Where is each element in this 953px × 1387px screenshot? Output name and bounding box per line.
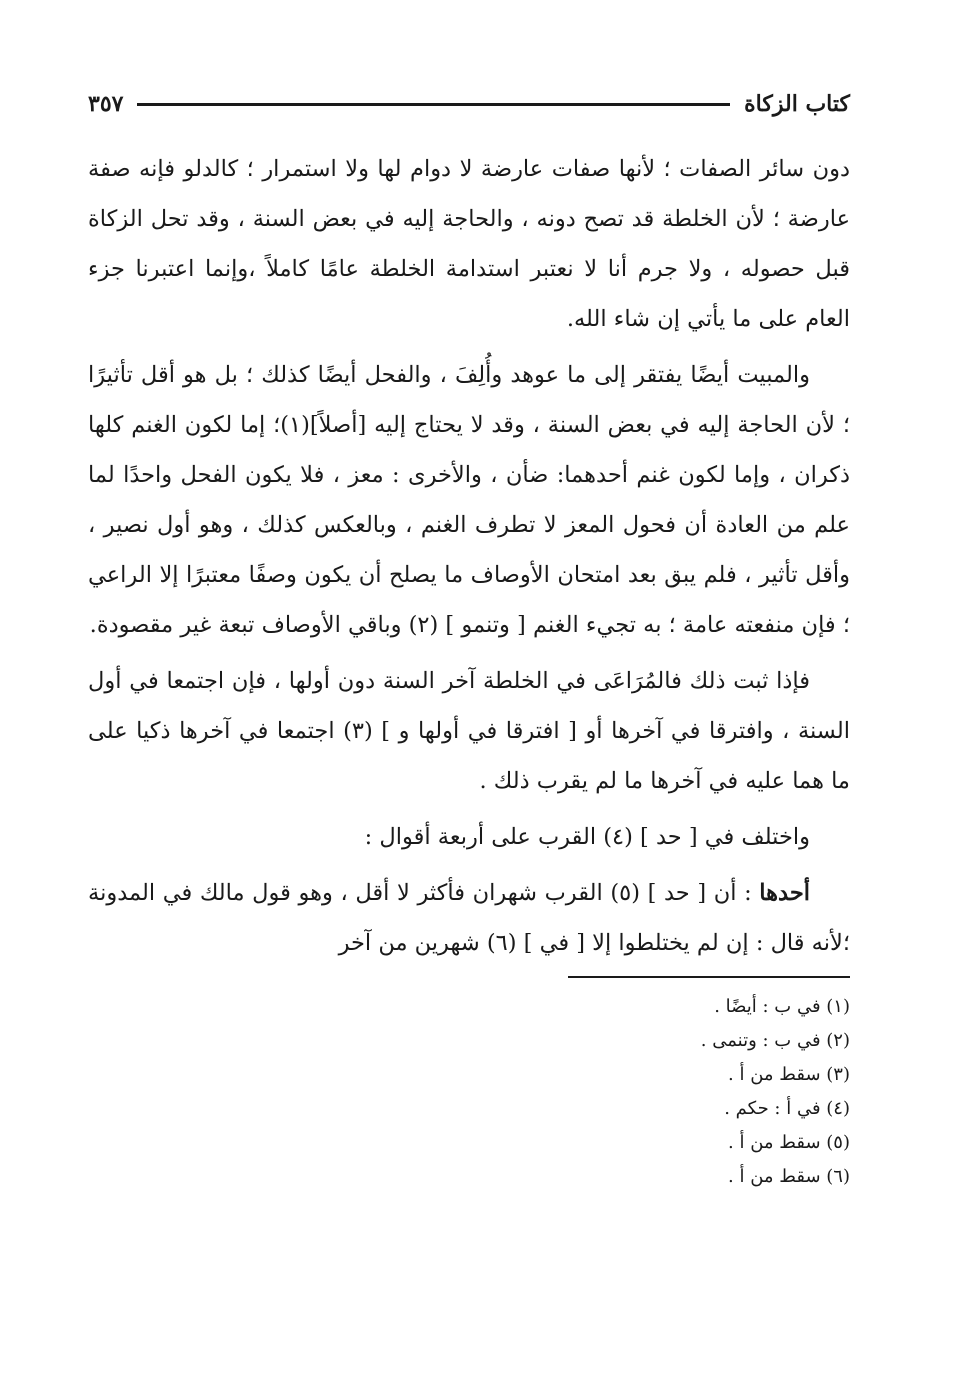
paragraph-lead: أحدها — [759, 880, 810, 906]
footnote-5: (٥) سقط من أ . — [728, 1131, 850, 1153]
chapter-title: كتاب الزكاة — [744, 91, 850, 117]
paragraph-text: واختلف في [ حد ] (٤) القرب على أربعة أقوال : — [364, 824, 810, 850]
paragraph-5 — [88, 868, 850, 968]
paragraph-text: : أن [ حد ] (٥) القرب شهران فأكثر لا أقل ، وهو قول مالك في المدونة ؛لأنه قال : إن لم يختلطوا إلا [ في ] (٦) شهرين من آخر — [88, 880, 850, 956]
paragraph-2 — [88, 350, 850, 650]
footnotes — [88, 990, 850, 1194]
main-text — [88, 144, 850, 968]
paragraph-1 — [88, 144, 850, 344]
paragraph-4 — [88, 812, 850, 862]
paragraph-text: فإذا ثبت ذلك فالمُرَاعَى في الخلطة آخر السنة دون أولها ، فإن اجتمعا في أول السنة ، وافترقا في آخرها أو [ افترقا في أولها و ] (٣) اجتمعا في آخرها ذكيا على ما هما عليه في آخرها ما لم يقرب ذلك . — [88, 668, 850, 794]
footnote-4: (٤) في أ : حكم . — [724, 1097, 850, 1119]
paragraph-text: والمبيت أيضًا يفتقر إلى ما عوهد وأُلِفَ ، والفحل أيضًا كذلك ؛ بل هو أقل تأثيرًا ؛ لأن الحاجة إليه في بعض السنة ، وقد لا يحتاج إليه [أصلاً](١)؛ إما لكون الغنم كلها ذكران ، وإما لكون غنم أحدهما: ضأن ، والأخرى : معز ، فلا يكون الفحل واحدًا لما علم من العادة أن فحول المعز لا تطرف الغنم ، وبالعكس كذلك ، وهو أول نصير ، وأقل تأثير ، فلم يبق بعد امتحان الأوصاف ما يصلح أن يكون وصفًا معتبرًا إلا الراعي ؛ فإن منفعته عامة ؛ به تجيء الغنم [ وتنمو ] (٢) وباقي الأوصاف تبعة غير مقصودة. — [88, 362, 850, 638]
footnote-3: (٣) سقط من أ . — [728, 1063, 850, 1085]
book-page — [88, 78, 850, 1194]
header-rule — [137, 103, 730, 106]
running-head — [88, 78, 850, 130]
paragraph-text: دون سائر الصفات ؛ لأنها صفات عارضة لا دوام لها ولا استمرار ؛ كالدلو فإنه صفة عارضة ؛ لأن الخلطة قد تصح دونه ، والحاجة إليه في بعض السنة ، وقد تحل الزكاة قبل حصوله ، ولا جرم أنا لا نعتبر استدامة الخلطة عامًا كاملاً ،وإنما اعتبرنا جزء العام على ما يأتي إن شاء الله. — [88, 156, 850, 332]
footnote-rule — [568, 976, 850, 978]
footnote-2: (٢) في ب : وتنمى . — [700, 1029, 850, 1051]
page-number: ٣٥٧ — [88, 91, 124, 117]
footnote-6: (٦) سقط من أ . — [728, 1165, 850, 1187]
footnote-1: (١) في ب : أيضًا . — [714, 995, 850, 1017]
paragraph-3 — [88, 656, 850, 806]
